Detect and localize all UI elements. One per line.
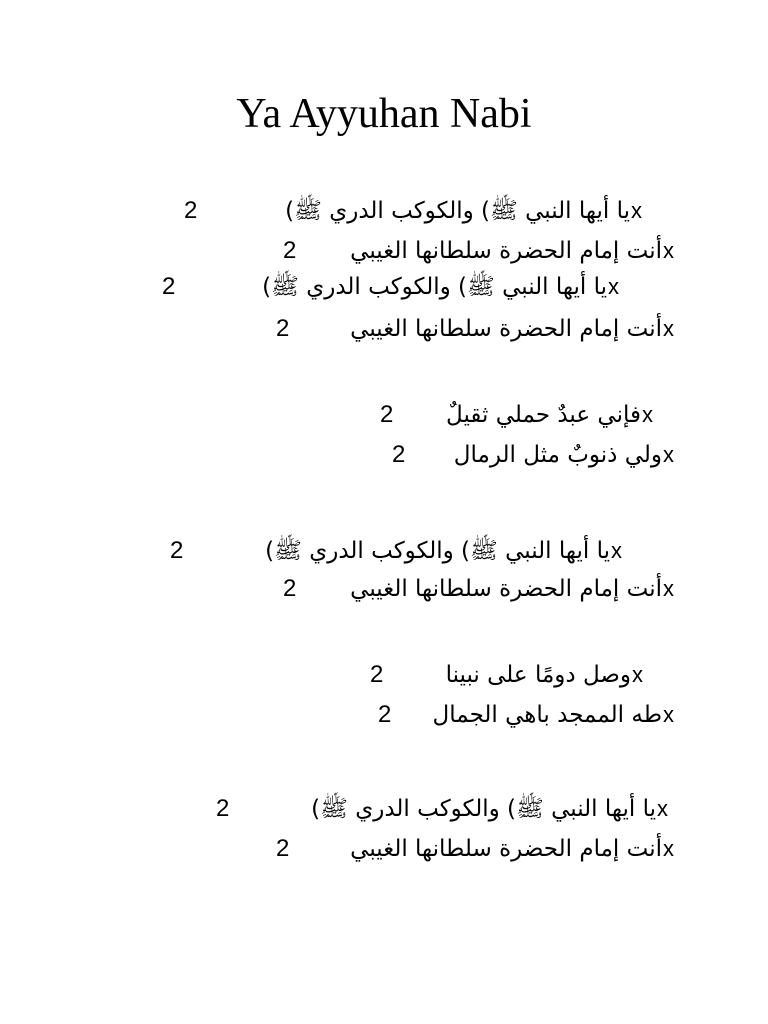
repeat-count: 2	[283, 575, 297, 602]
verse-text: فإني عبدٌ حملي ثقيلٌ	[446, 402, 641, 428]
repeat-marker: x	[663, 238, 674, 263]
repeat-count: 2	[276, 315, 290, 342]
repeat-count: 2	[170, 537, 184, 564]
repeat-count: 2	[162, 273, 176, 300]
repeat-count: 2	[392, 441, 406, 468]
verse-text: أنت إمام الحضرة سلطانها الغيبي	[350, 576, 662, 602]
verse-text: يا أيها النبي ﷺ) والكوكب الدري ﷺ)	[265, 538, 610, 564]
repeat-marker: x	[663, 576, 674, 601]
repeat-count: 2	[380, 401, 394, 428]
verse-line	[276, 312, 674, 346]
verse-text: أنت إمام الحضرة سلطانها الغيبي	[350, 238, 662, 264]
repeat-count: 2	[184, 197, 198, 224]
verse-line	[378, 698, 674, 732]
verse-line	[380, 398, 653, 432]
verse-line	[283, 572, 674, 606]
verse-text: وصل دومًا على نبينا	[445, 662, 631, 688]
repeat-count: 2	[378, 701, 392, 728]
verse-line	[170, 534, 622, 568]
repeat-marker: x	[663, 836, 674, 861]
verse-line	[216, 792, 668, 826]
verse-text: يا أيها النبي ﷺ) والكوكب الدري ﷺ)	[285, 198, 630, 224]
verse-text: أنت إمام الحضرة سلطانها الغيبي	[350, 316, 662, 342]
verse-text: يا أيها النبي ﷺ) والكوكب الدري ﷺ)	[311, 796, 656, 822]
repeat-marker: x	[642, 402, 653, 427]
verse-text: ولي ذنوبٌ مثل الرمال	[453, 442, 662, 468]
verse-text: يا أيها النبي ﷺ) والكوكب الدري ﷺ)	[262, 274, 607, 300]
verse-text: أنت إمام الحضرة سلطانها الغيبي	[350, 836, 662, 862]
document-title: Ya Ayyuhan Nabi	[236, 91, 532, 137]
repeat-marker: x	[632, 662, 643, 687]
verse-line	[162, 270, 619, 304]
verse-line	[276, 832, 674, 866]
repeat-marker: x	[657, 796, 668, 821]
repeat-marker: x	[608, 274, 619, 299]
verse-line	[283, 234, 674, 268]
repeat-count: 2	[216, 795, 230, 822]
verse-text: طه الممجد باهي الجمال	[432, 702, 662, 728]
repeat-marker: x	[663, 702, 674, 727]
repeat-marker: x	[663, 316, 674, 341]
repeat-count: 2	[370, 661, 384, 688]
verse-line	[392, 438, 674, 472]
repeat-count: 2	[283, 237, 297, 264]
repeat-marker: x	[631, 198, 642, 223]
verse-line	[184, 194, 642, 228]
repeat-marker: x	[663, 442, 674, 467]
repeat-count: 2	[276, 835, 290, 862]
verse-line	[370, 658, 643, 692]
repeat-marker: x	[611, 538, 622, 563]
